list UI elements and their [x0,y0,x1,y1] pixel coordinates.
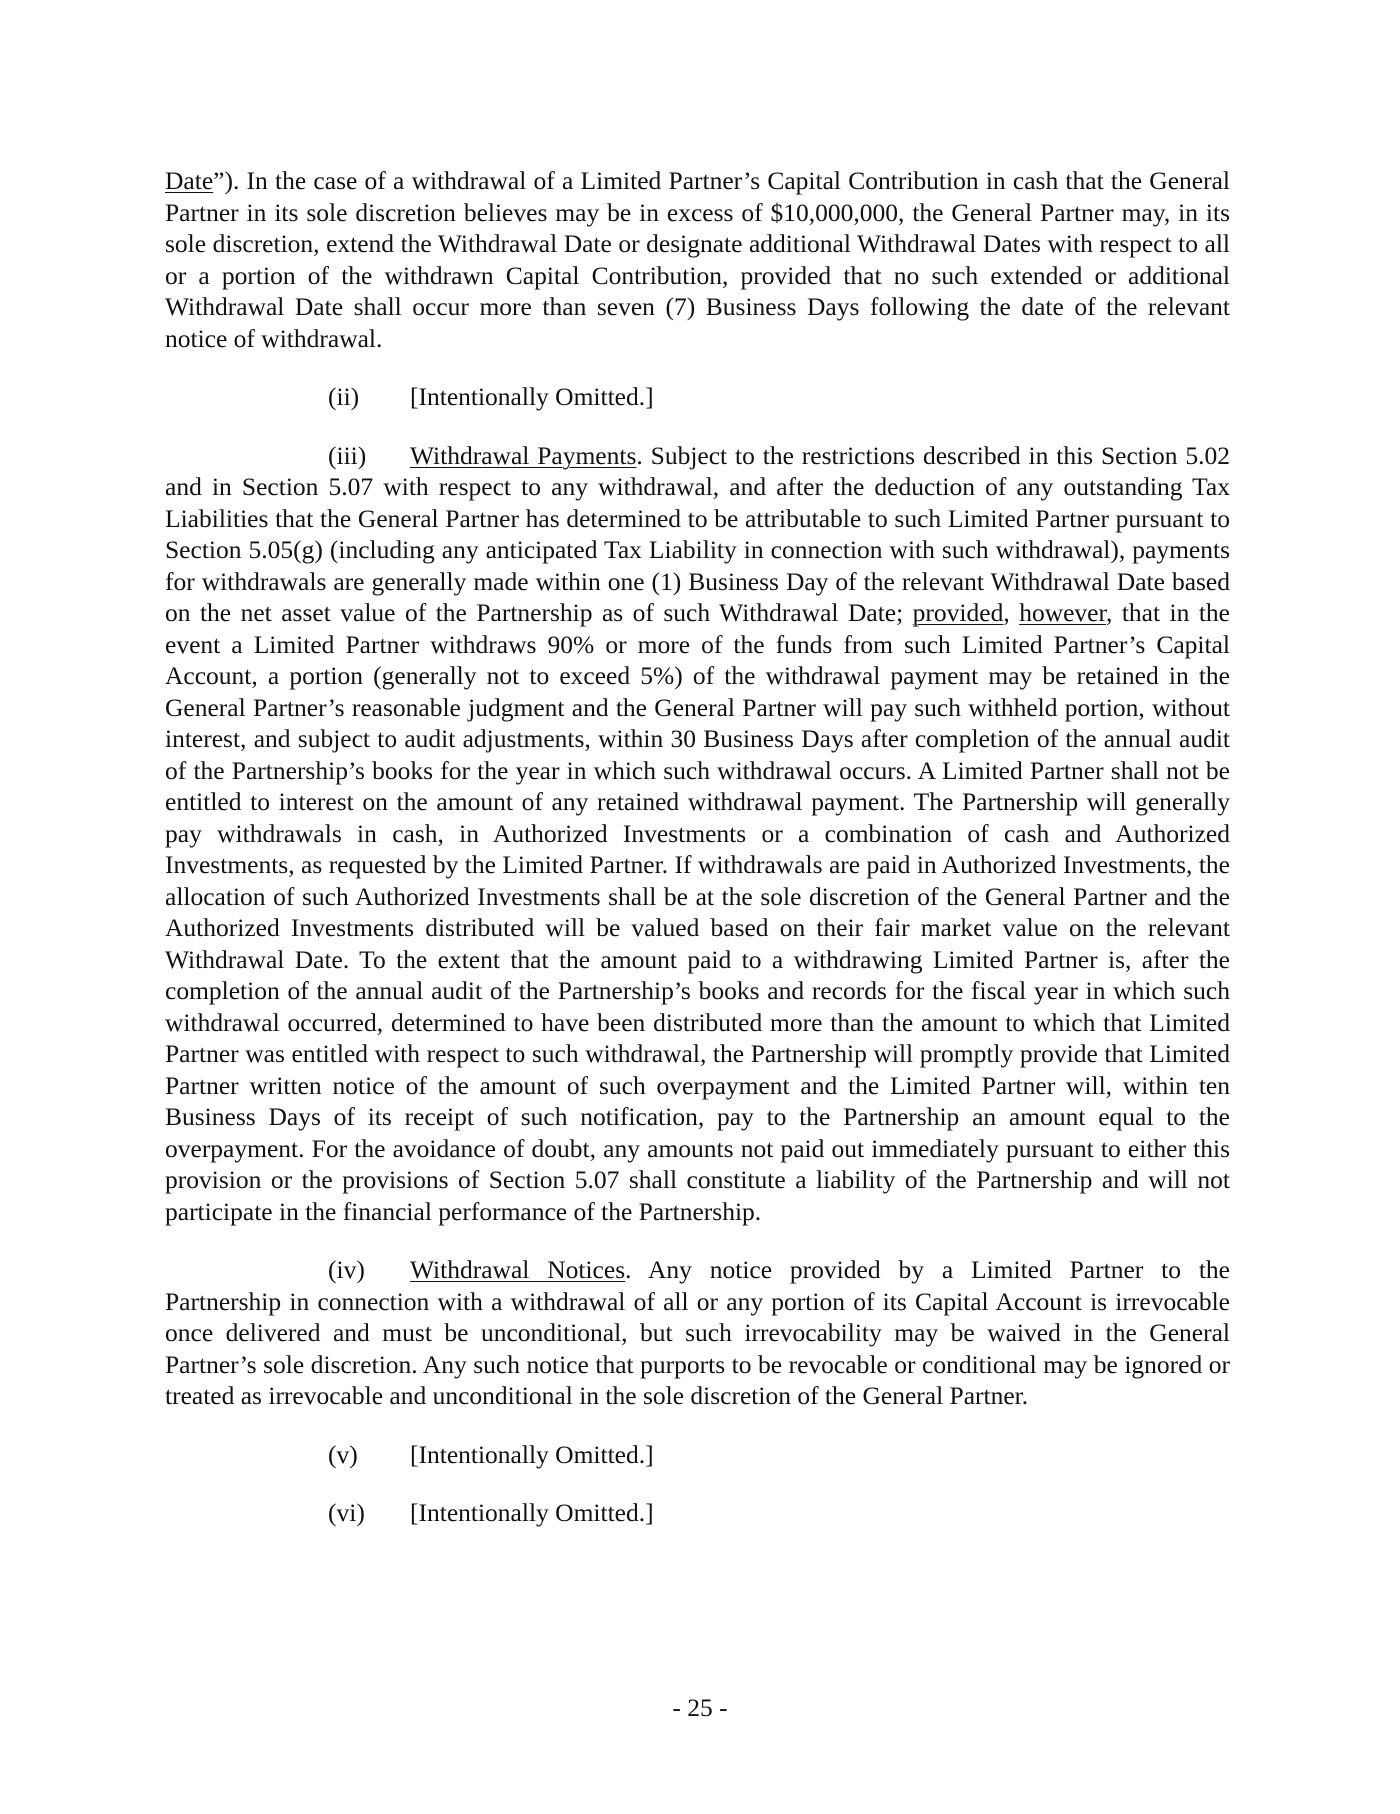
continuation-paragraph [165,165,1230,354]
item-iv-label: (iv) [328,1255,365,1284]
item-vi [165,1497,1230,1529]
page-body [165,165,1230,1556]
item-iii-text-part2: , that in the event a Limited Partner withdraws 90% or more of the funds from such Limited Partner’s Capital Account, a portion (generally not to exceed 5%) of the withdrawal payment may be retained in the General Partner’s reasonable judgment and the General Partner will pay such withheld portion, without interest, and subject to audit adjustments, within 30 Business Days after completion of the annual audit of the Partnership’s books for the year in which such withdrawal occurs. A Limited Partner shall not be entitled to interest on the amount of any retained withdrawal payment. The Partnership will generally pay withdrawals in cash, in Authorized Investments or a combination of cash and Authorized Investments, as requested by the Limited Partner. If withdrawals are paid in Authorized Investments, the allocation of such Authorized Investments shall be at the sole discretion of the General Partner and the Authorized Investments distributed will be valued based on their fair market value on the relevant Withdrawal Date. To the extent that the amount paid to a withdrawing Limited Partner is, after the completion of the annual audit of the Partnership’s books and records for the fiscal year in which such withdrawal occurred, determined to have been distributed more than the amount to which that Limited Partner was entitled with respect to such withdrawal, the Partnership will promptly provide that Limited Partner written notice of the amount of such overpayment and the Limited Partner will, within ten Business Days of its receipt of such notification, pay to the Partnership an amount equal to the overpayment. For the avoidance of doubt, any amounts not paid out immediately pursuant to either this provision or the provisions of Section 5.07 shall constitute a liability of the Partnership and will not participate in the financial performance of the Partnership. [165,598,1230,1226]
underlined-date-term: Date [165,166,214,195]
item-iii-label: (iii) [328,440,367,470]
item-vi-text: [Intentionally Omitted.] [410,1498,654,1527]
however-term: however [1019,598,1106,627]
item-iii-heading: Withdrawal Payments [410,440,637,470]
item-iii-text-part1: . Subject to the restrictions described in this Section 5.02 and in Section 5.07 with respect to any withdrawal, and after the deduction of any outstanding Tax Liabilities that the General Partner has determined to be attributable to such Limited Partner pursuant to Section 5.05(g) (including any anticipated Tax Liability in connection with such withdrawal), payments for withdrawals are generally made within one (1) Business Day of the relevant Withdrawal Date based on the net asset value of the Partnership as of such Withdrawal Date; [165,440,1230,627]
item-v [165,1439,1230,1471]
item-ii-label: (ii) [328,382,360,411]
item-v-label: (v) [328,1439,358,1469]
page-number: - 25 - [672,1693,728,1722]
provided-term: provided [912,598,1004,627]
continuation-text: ”). In the case of a withdrawal of a Limited Partner’s Capital Contribution in cash that the General Partner in its sole discretion believes may be in excess of $10,000,000, the General Partner may, in its sole discretion, extend the Withdrawal Date or designate additional Withdrawal Dates with respect to all or a portion of the withdrawn Capital Contribution, provided that no such extended or additional Withdrawal Date shall occur more than seven (7) Business Days following the date of the relevant notice of withdrawal. [165,166,1230,353]
provided-comma: , [1003,598,1020,627]
item-iv-heading: Withdrawal Notices [410,1255,626,1284]
item-iv-text: . Any notice provided by a Limited Partner to the Partnership in connection with a withdrawal of all or any portion of its Capital Account is irrevocable once delivered and must be unconditional, but such irrevocability may be waived in the General Partner’s sole discretion. Any such notice that purports to be revocable or conditional may be ignored or treated as irrevocable and unconditional in the sole discretion of the General Partner. [165,1255,1230,1410]
item-vi-label: (vi) [328,1498,365,1527]
item-v-text: [Intentionally Omitted.] [410,1439,654,1469]
item-ii-text: [Intentionally Omitted.] [410,382,654,411]
item-iv-paragraph [165,1254,1230,1412]
item-iii-paragraph [165,440,1230,1228]
item-ii [165,381,1230,413]
